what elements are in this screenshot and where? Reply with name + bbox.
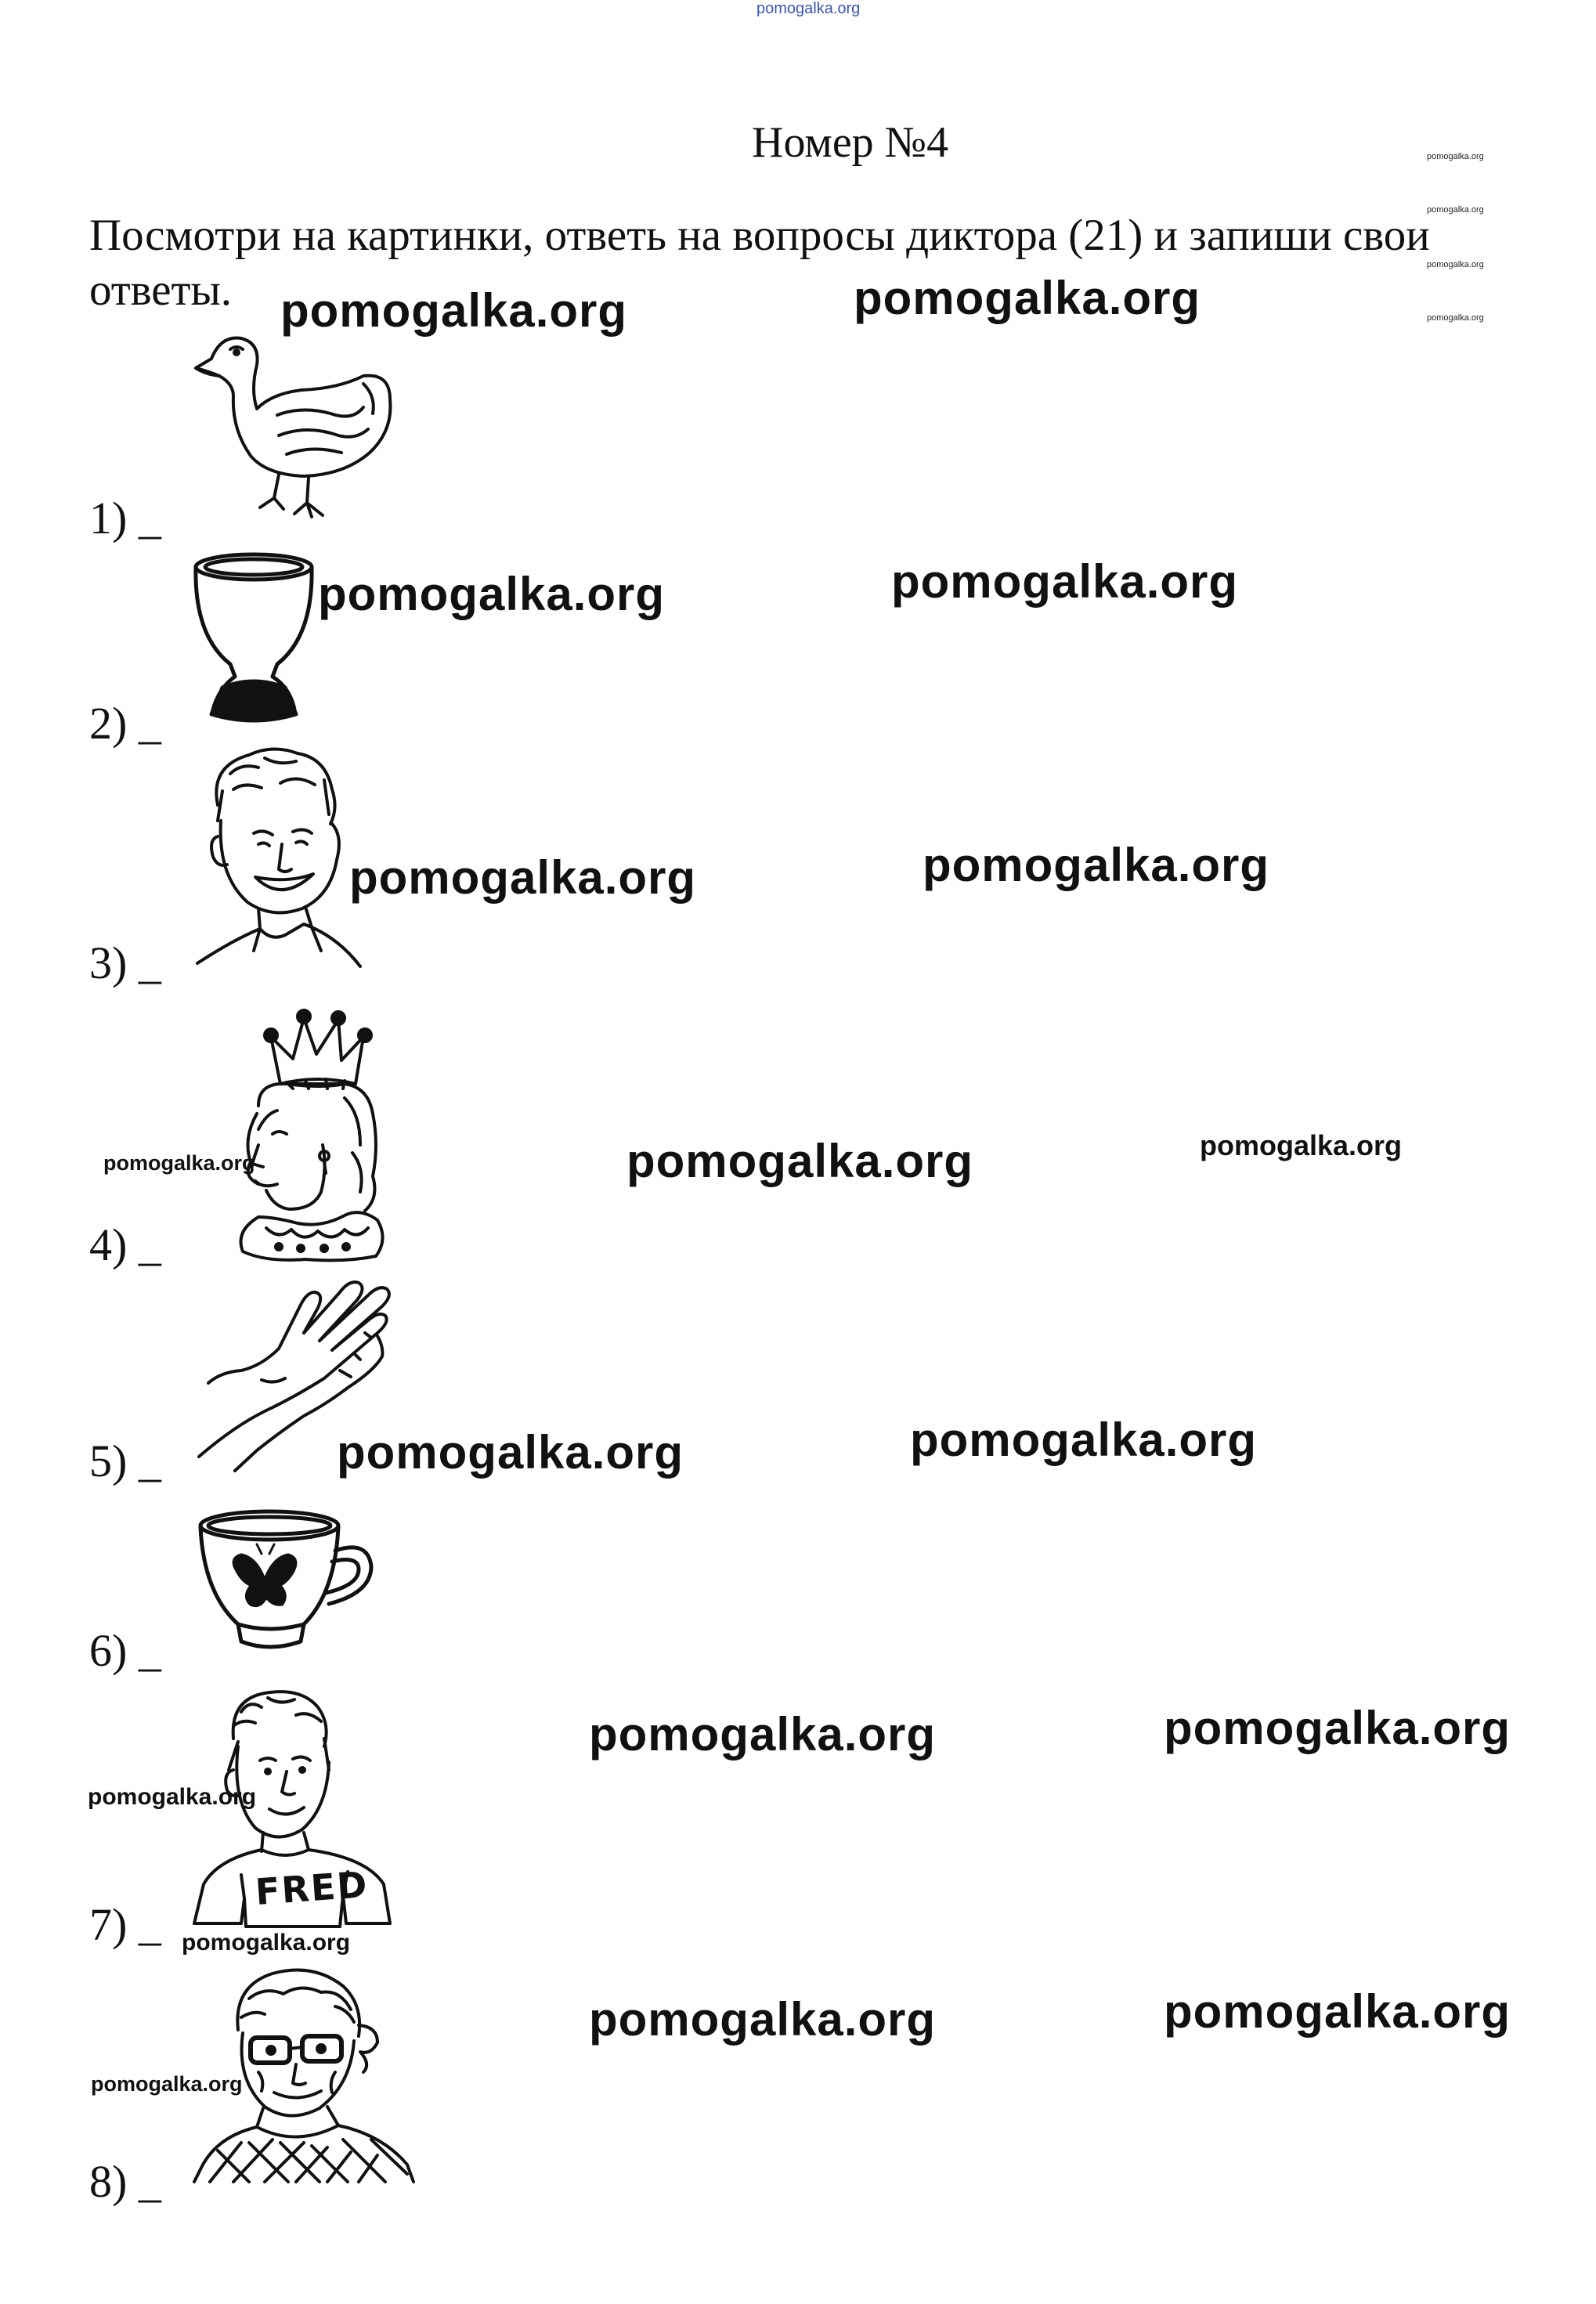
watermark: pomogalka.org bbox=[280, 284, 628, 337]
watermark: pomogalka.org bbox=[923, 839, 1270, 891]
watermark: pomogalka.org bbox=[337, 1426, 684, 1479]
item-label-5: 5) _ bbox=[89, 1435, 161, 1486]
watermark: pomogalka.org bbox=[589, 1708, 937, 1761]
watermark: pomogalka.org bbox=[1427, 205, 1484, 215]
item-label-3: 3) _ bbox=[89, 937, 161, 988]
egg-cup-icon bbox=[188, 550, 321, 730]
watermark: pomogalka.org bbox=[891, 555, 1239, 608]
watermark: pomogalka.org bbox=[1164, 1985, 1511, 2038]
item-label-8: 8) _ bbox=[89, 2156, 161, 2207]
watermark: pomogalka.org bbox=[589, 1993, 937, 2046]
watermark: pomogalka.org bbox=[1200, 1129, 1403, 1161]
queen-icon bbox=[211, 996, 407, 1262]
watermark: pomogalka.org bbox=[182, 1930, 351, 1956]
watermark: pomogalka.org bbox=[1427, 313, 1484, 323]
hand-icon bbox=[186, 1278, 413, 1474]
watermark: pomogalka.org bbox=[1164, 1702, 1511, 1754]
watermark: pomogalka.org bbox=[854, 272, 1201, 324]
item-label-1: 1) _ bbox=[89, 493, 161, 543]
cup-icon bbox=[194, 1507, 374, 1656]
watermark: pomogalka.org bbox=[88, 1784, 257, 1810]
watermark: pomogalka.org bbox=[103, 1151, 255, 1175]
boy-face-icon bbox=[186, 742, 392, 970]
duck-icon bbox=[185, 321, 396, 525]
watermark: pomogalka.org bbox=[1427, 152, 1484, 161]
item-label-7: 7) _ bbox=[89, 1899, 161, 1950]
watermark: pomogalka.org bbox=[318, 568, 666, 620]
watermark: pomogalka.org bbox=[1427, 260, 1484, 269]
page-title: Номер №4 bbox=[752, 118, 949, 167]
grandmother-icon bbox=[186, 1955, 421, 2182]
item-label-6: 6) _ bbox=[89, 1625, 161, 1676]
item-label-2: 2) _ bbox=[89, 698, 161, 749]
watermark: pomogalka.org bbox=[910, 1414, 1258, 1466]
watermark: pomogalka.org bbox=[91, 2072, 243, 2096]
fred-shirt-text: FRED bbox=[254, 1863, 370, 1913]
instruction-line-2: ответы. bbox=[89, 265, 232, 315]
watermark: pomogalka.org bbox=[626, 1135, 974, 1187]
site-header-link[interactable]: pomogalka.org bbox=[756, 0, 861, 17]
instruction-line-1: Посмотри на картинки, ответь на вопросы диктора (21) и запиши свои bbox=[89, 211, 1430, 260]
watermark: pomogalka.org bbox=[349, 851, 697, 904]
item-label-4: 4) _ bbox=[89, 1219, 161, 1270]
